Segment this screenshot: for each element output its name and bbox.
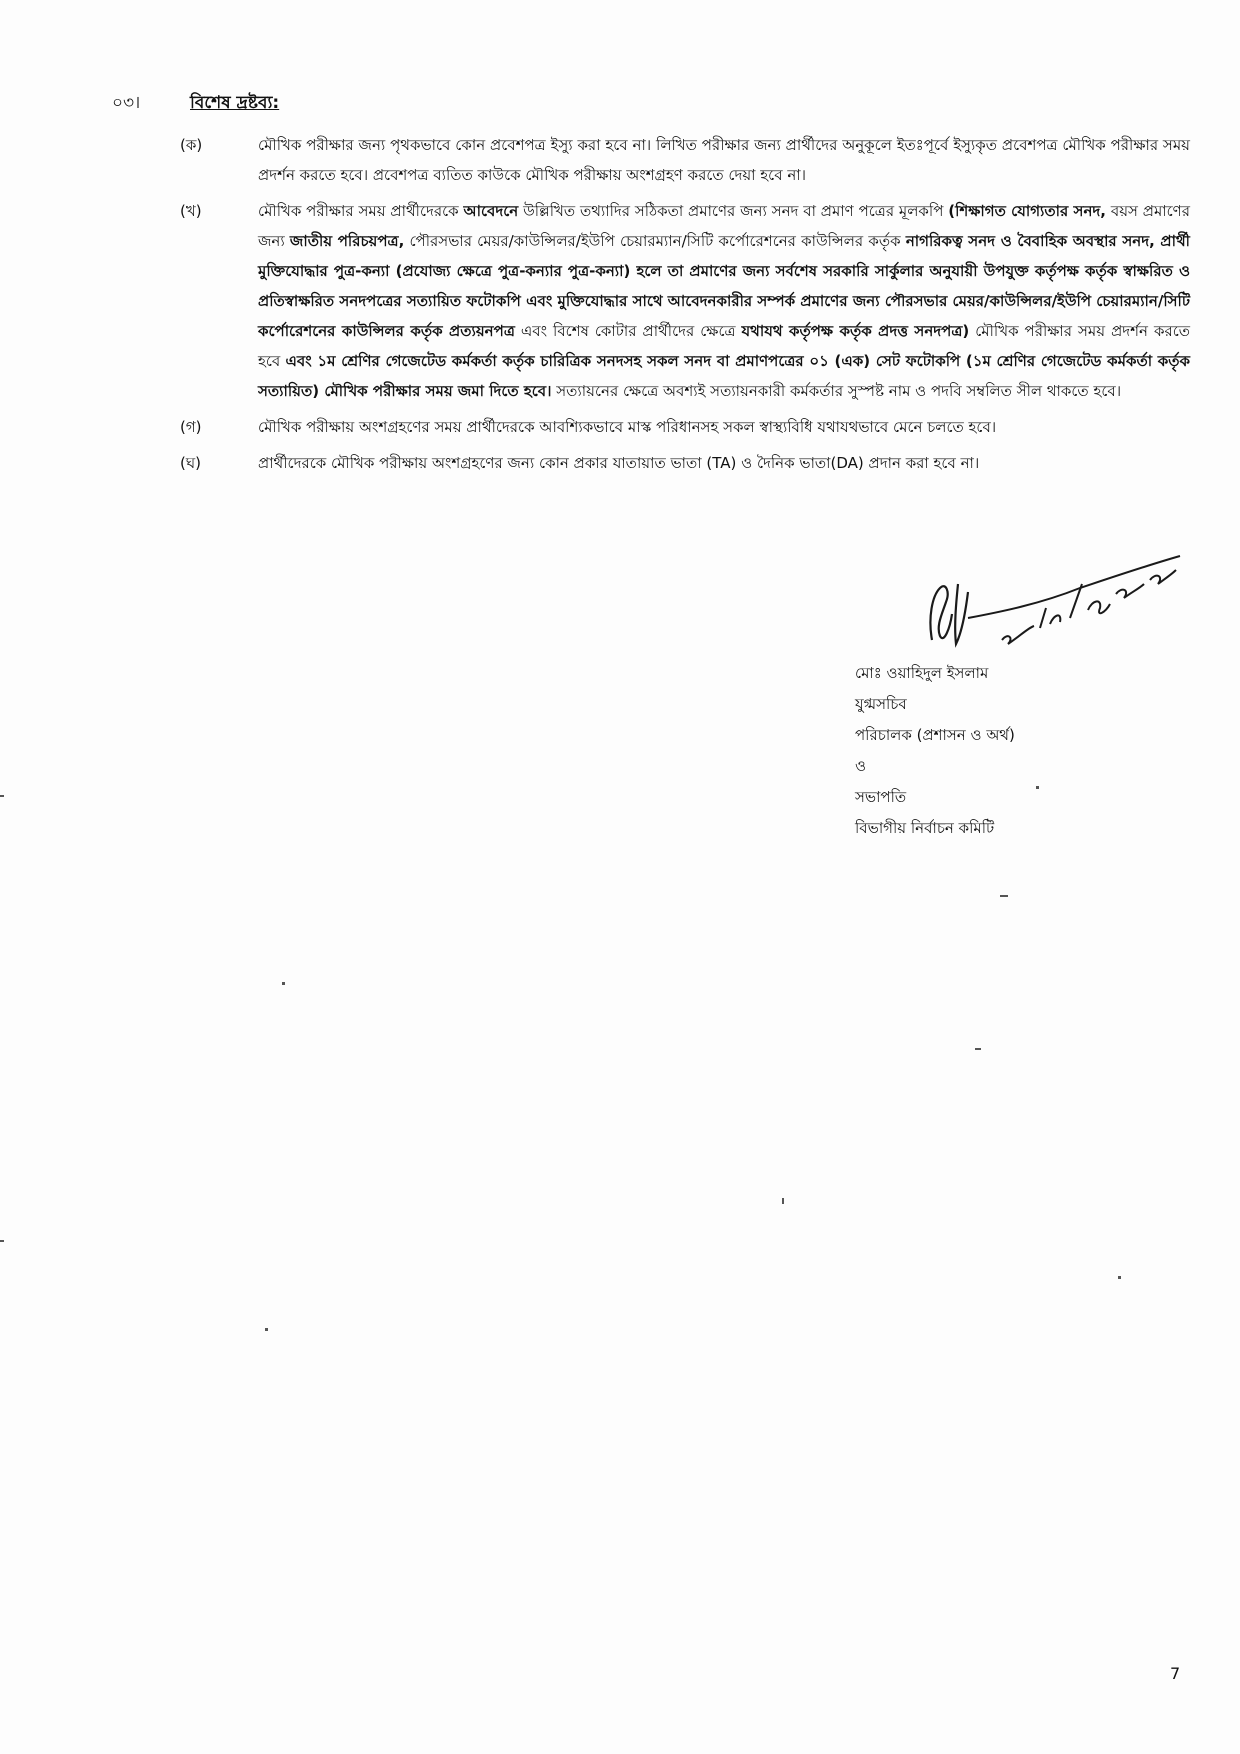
scan-speck: [1000, 895, 1008, 897]
note-text: উল্লিখিত তথ্যাদির সঠিকতা প্রমাণের জন্য সনদ বা প্রমাণ পত্রের মূলকপি: [518, 202, 949, 220]
note-text-bold: এবং ১ম শ্রেণির গেজেটেড কর্মকর্তা কর্তৃক চারিত্রিক সনদসহ সকল সনদ বা প্রমাণপত্রের ০১ (এক) সেট ফটোকপি (১ম শ্রেণির গেজেটেড কর্মকর্তা কর্তৃক সত্যায়িত) মৌখিক পরীক্ষার সময় জমা দিতে হবে।: [258, 352, 1191, 400]
notes-list: [180, 130, 1190, 484]
signatory-block: [855, 658, 1175, 844]
note-item-label: (ঘ): [180, 454, 201, 472]
page-number: 7: [1170, 1664, 1181, 1683]
note-item: [180, 448, 1190, 478]
note-item-label: (ক): [180, 136, 203, 154]
scan-speck: [975, 1048, 981, 1050]
note-item-text: [258, 130, 1190, 190]
note-text: বয়স প্রমাণের জন্য: [258, 202, 1191, 250]
handwritten-signature-icon: [910, 548, 1190, 658]
signatory-line: সভাপতি: [855, 788, 907, 806]
note-text-bold: (শিক্ষাগত যোগ্যতার সনদ,: [948, 202, 1106, 220]
scan-speck: [782, 1198, 784, 1204]
scan-speck: [0, 795, 4, 797]
signatory-line: যুগ্মসচিব: [855, 695, 907, 713]
note-text: মৌখিক পরীক্ষায় অংশগ্রহণের সময় প্রার্থীদেরকে আবশ্যিকভাবে মাস্ক পরিধানসহ সকল স্বাস্থ্যবিধি যথাযথভাবে মেনে চলতে হবে।: [258, 418, 997, 436]
signatory-line: মোঃ ওয়াহিদুল ইসলাম: [855, 664, 989, 682]
scan-speck: [1118, 1276, 1121, 1279]
note-text-bold: জাতীয় পরিচয়পত্র,: [289, 232, 405, 250]
section-number: ০৩।: [112, 93, 141, 113]
note-item-label: (গ): [180, 418, 202, 436]
section-header: [112, 90, 1192, 120]
note-item-text: [258, 448, 1190, 478]
signatory-line: পরিচালক (প্রশাসন ও অর্থ): [855, 726, 1015, 744]
scan-speck: [1036, 786, 1039, 789]
scan-speck: [0, 1240, 4, 1242]
signatory-line: ও: [855, 757, 867, 775]
note-text: মৌখিক পরীক্ষার সময় প্রদর্শন করতে হবে: [258, 322, 1190, 370]
note-item: [180, 130, 1190, 190]
note-text: প্রার্থীদেরকে মৌখিক পরীক্ষায় অংশগ্রহণের জন্য কোন প্রকার যাতায়াত ভাতা (TA) ও দৈনিক ভাতা(DA) প্রদান করা হবে না।: [258, 454, 980, 472]
note-item: [180, 412, 1190, 442]
note-text: মৌখিক পরীক্ষার জন্য পৃথকভাবে কোন প্রবেশপত্র ইস্যু করা হবে না। লিখিত পরীক্ষার জন্য প্রার্থীদের অনুকূলে ইতঃপূর্বে ইস্যুকৃত প্রবেশপত্র মৌখিক পরীক্ষার সময় প্রদর্শন করতে হবে। প্রবেশপত্র ব্যতিত কাউকে মৌখিক পরীক্ষায় অংশগ্রহণ করতে দেয়া হবে না।: [258, 136, 1190, 184]
note-item-text: [258, 412, 1190, 442]
note-text-bold: যথাযথ কর্তৃপক্ষ কর্তৃক প্রদত্ত সনদপত্র): [741, 322, 970, 340]
note-text-bold: আবেদনে: [463, 202, 519, 220]
note-text-bold: নাগরিকত্ব সনদ ও বৈবাহিক অবস্থার সনদ, প্রার্থী মুক্তিযোদ্ধার পুত্র-কন্যা (প্রযোজ্য ক্ষেত্রে পুত্র-কন্যার পুত্র-কন্যা) হলে তা প্রমাণের জন্য সর্বশেষ সরকারি সার্কুলার অনুযায়ী উপযুক্ত কর্তৃপক্ষ কর্তৃক স্বাক্ষরিত ও প্রতিস্বাক্ষরিত সনদপত্রের সত্যায়িত ফটোকপি এবং মুক্তিযোদ্ধার সাথে আবেদনকারীর সম্পর্ক প্রমাণের জন্য পৌরসভার মেয়র/কাউন্সিলর/ইউপি চেয়ারম্যান/সিটি কর্পোরেশনের কাউন্সিলর কর্তৃক প্রত্যয়নপত্র: [258, 232, 1190, 340]
note-text: মৌখিক পরীক্ষার সময় প্রার্থীদেরকে: [258, 202, 464, 220]
section-title: বিশেষ দ্রষ্টব্য:: [190, 93, 280, 113]
note-text: সত্যায়নের ক্ষেত্রে অবশ্যই সত্যায়নকারী কর্মকর্তার সুস্পষ্ট নাম ও পদবি সম্বলিত সীল থাকতে হবে।: [551, 382, 1122, 400]
note-item-text: [258, 196, 1190, 406]
note-item: [180, 196, 1190, 406]
signatory-line: বিভাগীয় নির্বাচন কমিটি: [855, 819, 995, 837]
scan-speck: [265, 1328, 268, 1331]
scan-speck: [282, 982, 285, 985]
note-text: পৌরসভার মেয়র/কাউন্সিলর/ইউপি চেয়ারম্যান/সিটি কর্পোরেশনের কাউন্সিলর কর্তৃক: [404, 232, 906, 250]
note-item-label: (খ): [180, 202, 202, 220]
note-text: এবং বিশেষ কোটার প্রার্থীদের ক্ষেত্রে: [514, 322, 742, 340]
